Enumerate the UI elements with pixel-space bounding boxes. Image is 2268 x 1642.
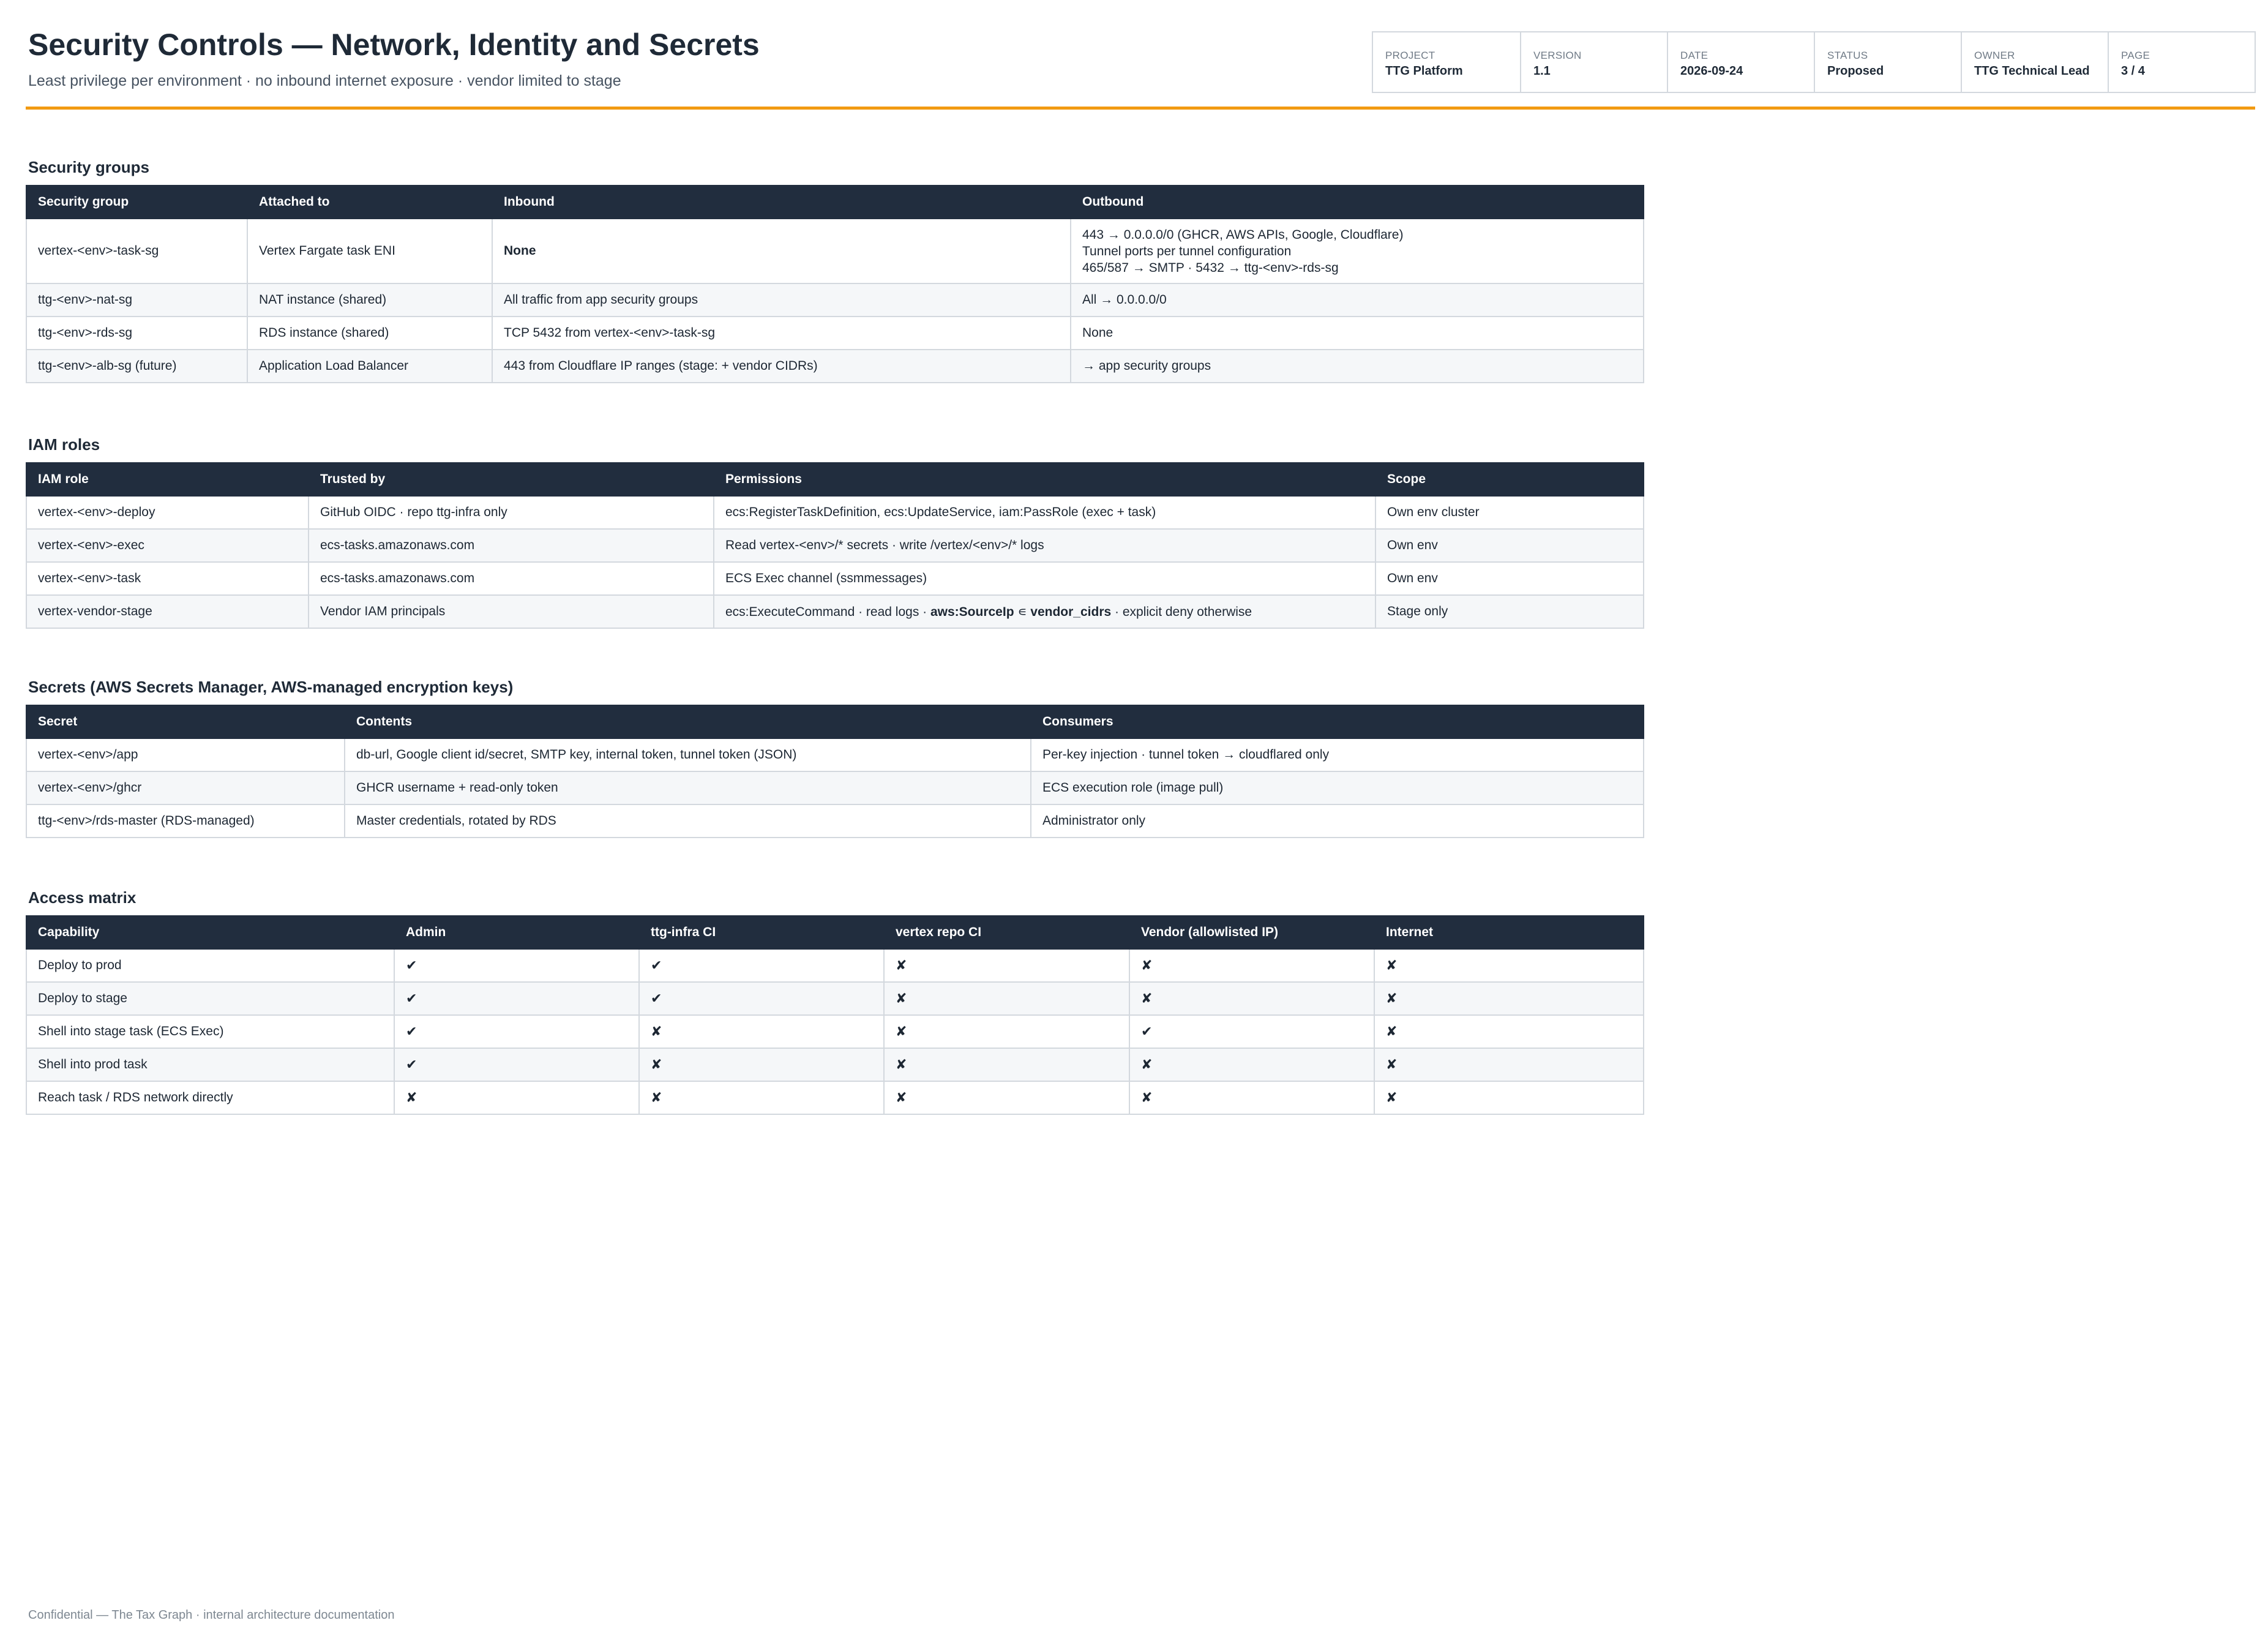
- iam-roles-table: [26, 462, 1644, 629]
- access-mark: ✔: [639, 949, 884, 982]
- condition-value: vendor_cidrs: [1030, 604, 1112, 619]
- access-mark: ✘: [1129, 982, 1374, 1015]
- column-header: Secret: [26, 705, 345, 738]
- column-header: ttg-infra CI: [639, 916, 884, 949]
- table-cell: All traffic from app security groups: [492, 283, 1071, 317]
- page-subtitle: Least privilege per environment · no inbound internet exposure · vendor limited to stage: [28, 72, 621, 89]
- table-cell: vertex-<env>-task-sg: [26, 219, 247, 283]
- meta-key: STATUS: [1827, 50, 1868, 61]
- meta-owner: [1961, 32, 2108, 92]
- section-heading: IAM roles: [28, 435, 100, 454]
- access-mark: ✘: [884, 982, 1129, 1015]
- table-row: [26, 283, 1644, 317]
- table-row: [26, 1048, 1644, 1081]
- security-groups-table: [26, 185, 1644, 383]
- meta-key: VERSION: [1533, 50, 1582, 61]
- access-mark: ✘: [639, 1015, 884, 1048]
- access-mark: ✔: [394, 982, 639, 1015]
- table-cell: NAT instance (shared): [247, 283, 492, 317]
- header-accent-rule: [26, 107, 2255, 110]
- access-mark: ✘: [1374, 949, 1644, 982]
- table-cell: Administrator only: [1031, 804, 1644, 838]
- column-header: Permissions: [714, 463, 1375, 496]
- outbound-line: 443 → 0.0.0.0/0 (GHCR, AWS APIs, Google, Cloudflare): [1082, 227, 1404, 242]
- column-header: Internet: [1374, 916, 1644, 949]
- table-cell: ECS Exec channel (ssmmessages): [714, 562, 1375, 595]
- access-mark: ✘: [1374, 982, 1644, 1015]
- access-mark: ✘: [1129, 1048, 1374, 1081]
- access-mark: ✘: [1374, 1048, 1644, 1081]
- section-heading: Security groups: [28, 158, 149, 176]
- capability-cell: Deploy to stage: [26, 982, 394, 1015]
- access-mark: ✘: [639, 1081, 884, 1114]
- access-mark: ✔: [1129, 1015, 1374, 1048]
- meta-version: [1520, 32, 1667, 92]
- outbound-line: 465/587 → SMTP · 5432 → ttg-<env>-rds-sg: [1082, 260, 1339, 275]
- meta-value: Proposed: [1827, 64, 1884, 78]
- meta-page: [2108, 32, 2255, 92]
- column-header: IAM role: [26, 463, 309, 496]
- table-cell: Vertex Fargate task ENI: [247, 219, 492, 283]
- table-cell: → app security groups: [1071, 350, 1644, 383]
- table-row: [26, 804, 1644, 838]
- table-cell: Own env: [1375, 562, 1644, 595]
- meta-project: [1373, 32, 1520, 92]
- table-cell: ttg-<env>-nat-sg: [26, 283, 247, 317]
- table-row: [26, 496, 1644, 529]
- access-mark: ✘: [1374, 1015, 1644, 1048]
- access-matrix-section: [26, 887, 1643, 1115]
- table-cell: GitHub OIDC · repo ttg-infra only: [309, 496, 714, 529]
- table-cell: Stage only: [1375, 595, 1644, 628]
- table-cell: ecs:RegisterTaskDefinition, ecs:UpdateService, iam:PassRole (exec + task): [714, 496, 1375, 529]
- secrets-table: [26, 705, 1644, 838]
- access-mark: ✘: [884, 949, 1129, 982]
- meta-value: 3 / 4: [2121, 64, 2145, 78]
- table-cell-multiline: [1071, 219, 1644, 283]
- access-mark: ✘: [1129, 1081, 1374, 1114]
- meta-status: [1814, 32, 1961, 92]
- table-cell: ecs-tasks.amazonaws.com: [309, 562, 714, 595]
- table-row: [26, 982, 1644, 1015]
- table-row: [26, 529, 1644, 562]
- access-mark: ✘: [394, 1081, 639, 1114]
- access-mark: ✔: [394, 1015, 639, 1048]
- table-cell: Vendor IAM principals: [309, 595, 714, 628]
- access-mark: ✘: [884, 1015, 1129, 1048]
- table-cell: Per-key injection · tunnel token → cloudflared only: [1031, 738, 1644, 771]
- iam-roles-section: [26, 434, 1643, 629]
- access-mark: ✔: [394, 1048, 639, 1081]
- column-header: Contents: [345, 705, 1031, 738]
- meta-key: PROJECT: [1385, 50, 1435, 61]
- security-groups-section: [26, 157, 1643, 383]
- table-row: [26, 949, 1644, 982]
- table-header-row: [26, 705, 1644, 738]
- column-header: Attached to: [247, 186, 492, 219]
- table-row: [26, 350, 1644, 383]
- column-header: Inbound: [492, 186, 1071, 219]
- access-mark: ✘: [1129, 949, 1374, 982]
- table-row: [26, 738, 1644, 771]
- table-cell: None: [1071, 317, 1644, 350]
- table-cell: RDS instance (shared): [247, 317, 492, 350]
- table-row: [26, 771, 1644, 804]
- column-header: Consumers: [1031, 705, 1644, 738]
- column-header: Outbound: [1071, 186, 1644, 219]
- table-cell: ttg-<env>-rds-sg: [26, 317, 247, 350]
- document-meta-box: [1372, 31, 2256, 93]
- column-header: vertex repo CI: [884, 916, 1129, 949]
- table-cell: 443 from Cloudflare IP ranges (stage: + vendor CIDRs): [492, 350, 1071, 383]
- table-cell: Master credentials, rotated by RDS: [345, 804, 1031, 838]
- table-cell: ttg-<env>/rds-master (RDS-managed): [26, 804, 345, 838]
- table-cell: vertex-<env>/app: [26, 738, 345, 771]
- table-row: [26, 219, 1644, 283]
- table-cell: Read vertex-<env>/* secrets · write /vertex/<env>/* logs: [714, 529, 1375, 562]
- table-cell: ecs-tasks.amazonaws.com: [309, 529, 714, 562]
- capability-cell: Shell into stage task (ECS Exec): [26, 1015, 394, 1048]
- section-heading: Secrets (AWS Secrets Manager, AWS-managed encryption keys): [28, 678, 514, 696]
- column-header: Vendor (allowlisted IP): [1129, 916, 1374, 949]
- table-cell: db-url, Google client id/secret, SMTP key, internal token, tunnel token (JSON): [345, 738, 1031, 771]
- table-cell: None: [492, 219, 1071, 283]
- table-cell: vertex-<env>-exec: [26, 529, 309, 562]
- table-row: [26, 595, 1644, 628]
- access-mark: ✘: [1374, 1081, 1644, 1114]
- capability-cell: Deploy to prod: [26, 949, 394, 982]
- access-mark: ✘: [884, 1081, 1129, 1114]
- meta-key: PAGE: [2121, 50, 2150, 61]
- table-cell: vertex-<env>-deploy: [26, 496, 309, 529]
- table-header-row: [26, 186, 1644, 219]
- table-cell: Own env: [1375, 529, 1644, 562]
- table-cell: Own env cluster: [1375, 496, 1644, 529]
- meta-date: [1667, 32, 1814, 92]
- access-mark: ✘: [884, 1048, 1129, 1081]
- capability-cell: Shell into prod task: [26, 1048, 394, 1081]
- meta-value: 2026-09-24: [1680, 64, 1743, 78]
- column-header: Scope: [1375, 463, 1644, 496]
- table-cell: vertex-vendor-stage: [26, 595, 309, 628]
- table-cell: vertex-<env>-task: [26, 562, 309, 595]
- page-title: Security Controls — Network, Identity and Secrets: [28, 28, 760, 62]
- table-cell: GHCR username + read-only token: [345, 771, 1031, 804]
- table-cell: TCP 5432 from vertex-<env>-task-sg: [492, 317, 1071, 350]
- capability-cell: Reach task / RDS network directly: [26, 1081, 394, 1114]
- meta-value: TTG Platform: [1385, 64, 1463, 78]
- access-mark: ✔: [639, 982, 884, 1015]
- meta-value: 1.1: [1533, 64, 1551, 78]
- table-row: [26, 1081, 1644, 1114]
- table-cell: ttg-<env>-alb-sg (future): [26, 350, 247, 383]
- column-header: Admin: [394, 916, 639, 949]
- column-header: Trusted by: [309, 463, 714, 496]
- table-row: [26, 317, 1644, 350]
- access-matrix-table: [26, 915, 1644, 1115]
- meta-key: DATE: [1680, 50, 1708, 61]
- table-cell: Application Load Balancer: [247, 350, 492, 383]
- condition-key: aws:SourceIp: [930, 604, 1014, 619]
- condition-operator: ∊: [1014, 604, 1031, 619]
- access-mark: ✘: [639, 1048, 884, 1081]
- column-header: Capability: [26, 916, 394, 949]
- table-cell: vertex-<env>/ghcr: [26, 771, 345, 804]
- table-row: [26, 1015, 1644, 1048]
- column-header: Security group: [26, 186, 247, 219]
- meta-key: OWNER: [1974, 50, 2015, 61]
- access-mark: ✔: [394, 949, 639, 982]
- permission-text: ecs:ExecuteCommand · read logs ·: [725, 604, 930, 619]
- table-cell: ECS execution role (image pull): [1031, 771, 1644, 804]
- outbound-line: Tunnel ports per tunnel configuration: [1082, 244, 1292, 258]
- permission-text: · explicit deny otherwise: [1111, 604, 1252, 619]
- table-header-row: [26, 916, 1644, 949]
- table-header-row: [26, 463, 1644, 496]
- table-row: [26, 562, 1644, 595]
- meta-value: TTG Technical Lead: [1974, 64, 2090, 78]
- page-footer: Confidential — The Tax Graph · internal architecture documentation: [28, 1608, 395, 1622]
- section-heading: Access matrix: [28, 888, 137, 907]
- table-cell: All → 0.0.0.0/0: [1071, 283, 1644, 317]
- secrets-section: [26, 677, 1643, 838]
- table-cell-permissions: [714, 595, 1375, 628]
